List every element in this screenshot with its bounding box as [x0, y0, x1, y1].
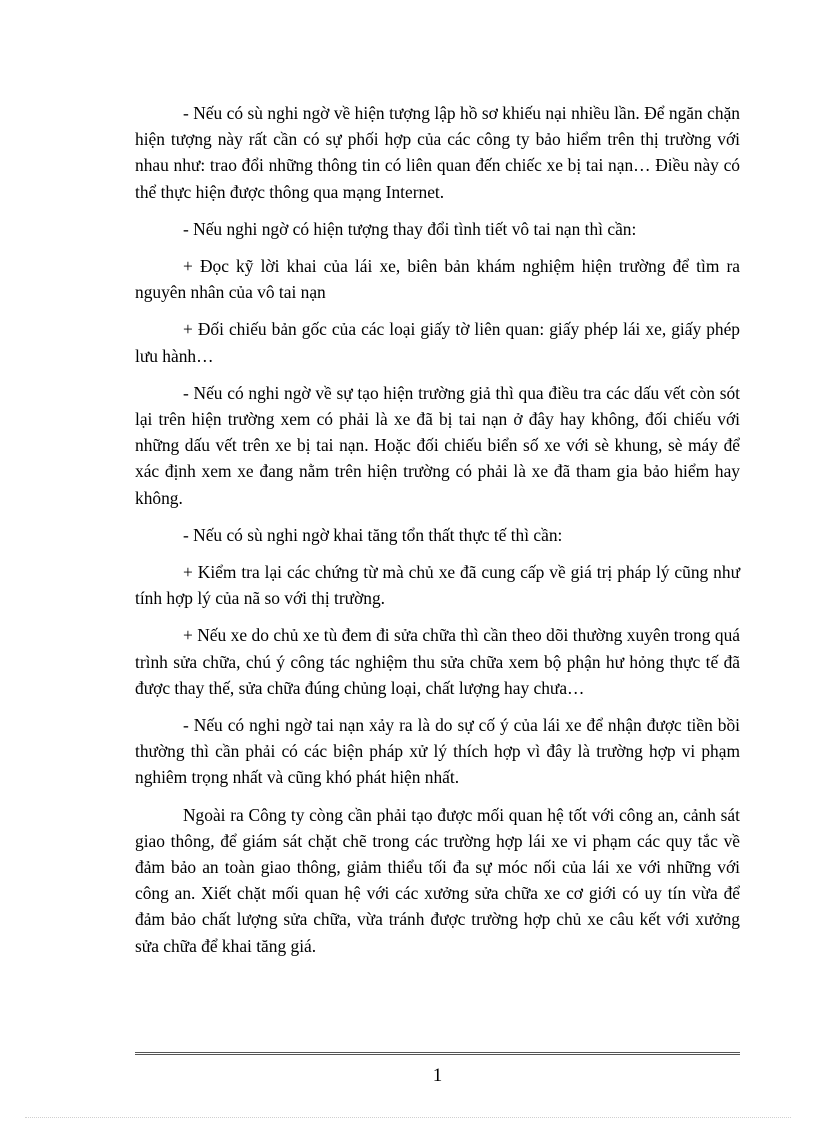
- paragraph-read-statements: + Đọc kỹ lời khai của lái xe, biên bản khám nghiệm hiện trường để tìm ra nguyên nhân của vô tai nạn: [135, 256, 740, 303]
- paragraph-inflated-loss: - Nếu có sù nghi ngờ khai tăng tổn thất thực tế thì cần:: [183, 524, 563, 545]
- page-bottom-boundary: [25, 1117, 791, 1118]
- page-number: 1: [432, 1065, 443, 1086]
- paragraph-fake-scene: - Nếu có nghi ngờ về sự tạo hiện trường giả thì qua điều tra các dấu vết còn sót lại trên hiện trường xem có phải là xe đã bị tai nạn ở đây hay không, đối chiếu với những dấu vết trên xe bị tai nạn. Hoặc đối chiếu biển số xe với sè khung, sè máy để xác định xem xe đang nằm trên hiện trường có phải là xe đã tham gia bảo hiểm hay không.: [135, 382, 740, 508]
- paragraph-intentional-accident: - Nếu có nghi ngờ tai nạn xảy ra là do sự cố ý của lái xe để nhận được tiền bồi thường thì cần phải có các biện pháp xử lý thích hợp vì đây là trường hợp vi phạm nghiêm trọng nhất và cũng khó phát hiện nhất.: [135, 715, 740, 788]
- footer-divider: [135, 1052, 740, 1055]
- paragraph-duplicate-claims: - Nếu có sù nghi ngờ về hiện tượng lập hồ sơ khiếu nại nhiều lần. Để ngăn chặn hiện tượng này rất cần có sự phối hợp của các công ty bảo hiểm trên thị trường với nhau như: trao đổi những thông tin có liên quan đến chiếc xe bị tai nạn… Điều này có thể thực hiện được thông qua mạng Internet.: [135, 103, 740, 202]
- paragraph-changed-details: - Nếu nghi ngờ có hiện tượng thay đổi tình tiết vô tai nạn thì cần:: [183, 218, 637, 239]
- paragraph-relations: Ngoài ra Công ty còng cần phải tạo được mối quan hệ tốt với công an, cảnh sát giao thông, để giám sát chặt chẽ trong các trường hợp lái xe vi phạm các quy tắc về đảm bảo an toàn giao thông, giảm thiểu tối đa sự móc nối của lái xe với những với công an. Xiết chặt mối quan hệ với các xưởng sửa chữa xe cơ giới có uy tín vừa để đảm bảo chất lượng sửa chữa, vừa tránh được trường hợp chủ xe câu kết với xưởng sửa chữa để khai tăng giá.: [135, 804, 740, 956]
- paragraph-compare-documents: + Đối chiếu bản gốc của các loại giấy tờ liên quan: giấy phép lái xe, giấy phép lưu hành…: [135, 319, 740, 366]
- paragraph-monitor-repair: + Nếu xe do chủ xe tù đem đi sửa chữa thì cần theo dõi thường xuyên trong quá trình sửa chữa, chú ý công tác nghiệm thu sửa chữa xem bộ phận hư hỏng thực tế đã được thay thế, sửa chữa đúng chủng loại, chất lượng hay chưa…: [135, 625, 740, 698]
- paragraph-check-vouchers: + Kiểm tra lại các chứng từ mà chủ xe đã cung cấp về giá trị pháp lý cũng như tính hợp lý của nã so với thị trường.: [135, 562, 740, 609]
- document-body: [135, 100, 740, 970]
